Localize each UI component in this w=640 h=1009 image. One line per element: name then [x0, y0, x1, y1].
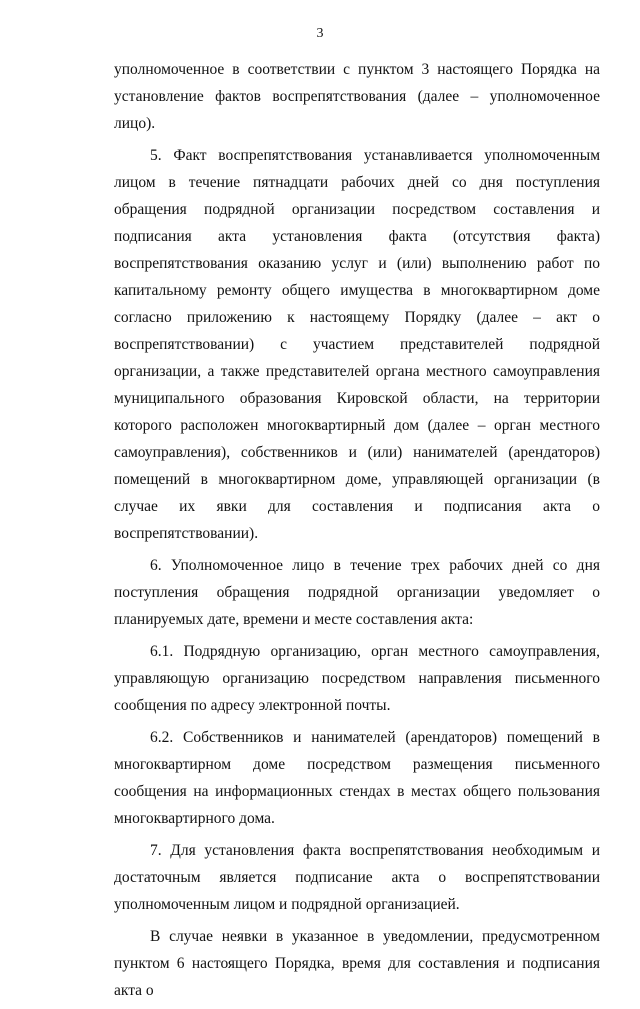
- paragraph-nonappearance: В случае неявки в указанное в уведомлении, предусмотренном пунктом 6 настоящего Порядка, время для составления и подписания акта о: [114, 928, 600, 999]
- document-body: [114, 56, 600, 1009]
- paragraph-item-6-2: 6.2. Собственников и нанимателей (арендаторов) помещений в многоквартирном доме посредством размещения письменного сообщения на информационных стендах в местах общего пользования многоквартирного дома.: [114, 729, 600, 827]
- paragraph-item-6-1: 6.1. Подрядную организацию, орган местного самоуправления, управляющую организацию посредством направления письменного сообщения по адресу электронной почты.: [114, 643, 600, 714]
- page-number: 3: [316, 26, 324, 41]
- paragraph-item-5: 5. Факт воспрепятствования устанавливается уполномоченным лицом в течение пятнадцати рабочих дней со дня поступления обращения подрядной организации посредством составления и подписания акта установления факта (отсутствия факта) воспрепятствования оказанию услуг и (или) выполнению работ по капитальному ремонту общего имущества в многоквартирном доме согласно приложению к настоящему Порядку (далее – акт о воспрепятствовании) с участием представителей подрядной организации, а также представителей органа местного самоуправления муниципального образования Кировской области, на территории которого расположен многоквартирный дом (далее – орган местного самоуправления), собственников и (или) нанимателей (арендаторов) помещений в многоквартирном доме, управляющей организации (в случае их явки для составления и подписания акта о воспрепятствовании).: [114, 147, 600, 542]
- paragraph-item-7: 7. Для установления факта воспрепятствования необходимым и достаточным является подписание акта о воспрепятствовании уполномоченным лицом и подрядной организацией.: [114, 842, 600, 913]
- paragraph-item-6: 6. Уполномоченное лицо в течение трех рабочих дней со дня поступления обращения подрядной организации уведомляет о планируемых дате, времени и месте составления акта:: [114, 557, 600, 628]
- paragraph-continuation: уполномоченное в соответствии с пунктом 3 настоящего Порядка на установление фактов воспрепятствования (далее – уполномоченное лицо).: [114, 61, 600, 132]
